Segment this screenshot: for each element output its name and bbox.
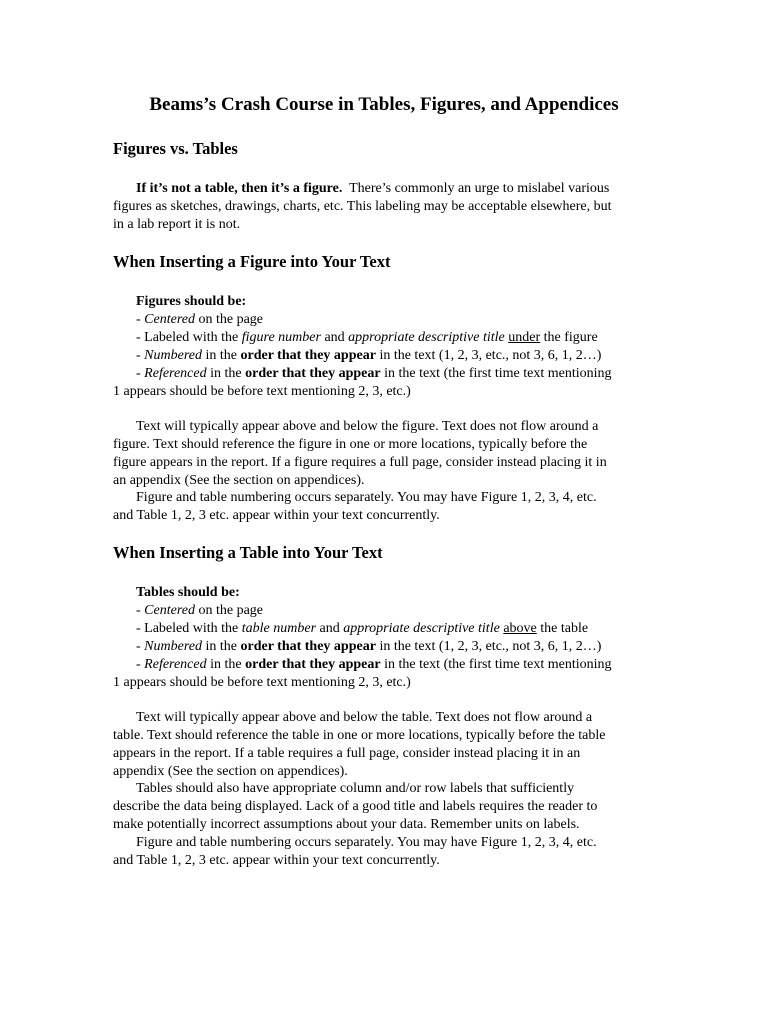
list-item <box>113 620 661 638</box>
text-line: figure. Text should reference the figure in one or more locations, typically before the <box>113 437 588 452</box>
emphasis: Referenced <box>144 366 207 381</box>
text-span: in the text (the first time text mentioning <box>380 366 612 381</box>
text-line: table. Text should reference the table in one or more locations, typically before the table <box>113 728 606 743</box>
list-heading <box>113 293 661 311</box>
list-heading <box>113 584 661 602</box>
bold-text: order that they appear <box>240 639 376 654</box>
section-heading-figures-vs-tables: Figures vs. Tables <box>113 139 238 158</box>
underlined-word: under <box>508 330 541 345</box>
emphasis: Referenced <box>144 657 207 672</box>
text-span: in the text (the first time text mentioning <box>380 657 612 672</box>
text-line: figures as sketches, drawings, charts, etc. This labeling may be acceptable elsewhere, but <box>113 199 612 214</box>
text-line: an appendix (See the section on appendices). <box>113 473 365 488</box>
figure-paragraph-1 <box>113 418 661 490</box>
emphasis: table number <box>241 621 317 636</box>
list-heading-text: Tables should be: <box>136 585 240 600</box>
text-span: the table <box>536 621 589 636</box>
text-span: in the <box>201 348 241 363</box>
text-span: - <box>136 603 145 618</box>
underlined-word: above <box>503 621 537 636</box>
text-span: in the text (1, 2, 3, etc., not 3, 6, 1, 2…) <box>375 348 602 363</box>
text-span: - <box>136 348 145 363</box>
text-span: on the page <box>194 312 264 327</box>
text-span: the figure <box>540 330 598 345</box>
table-paragraph-2 <box>113 780 661 834</box>
text-line: figure appears in the report. If a figure requires a full page, consider instead placing it in <box>113 455 607 470</box>
list-heading-text: Figures should be: <box>136 294 247 309</box>
figure-requirements-list <box>113 293 661 401</box>
list-item-continuation: 1 appears should be before text mentioning 2, 3, etc.) <box>113 384 411 399</box>
text-span: in the <box>206 366 246 381</box>
text-line: Figure and table numbering occurs separately. You may have Figure 1, 2, 3, 4, etc. <box>136 490 597 505</box>
document-title: Beams’s Crash Course in Tables, Figures, and Appendices <box>149 94 619 115</box>
text-line: Text will typically appear above and below the figure. Text does not flow around a <box>136 419 599 434</box>
emphasis: Centered <box>144 603 195 618</box>
text-span: in the <box>206 657 246 672</box>
paragraph-figures-vs-tables <box>113 180 661 234</box>
text-line: appendix (See the section on appendices). <box>113 764 348 779</box>
text-span: - <box>136 639 145 654</box>
list-item <box>113 638 661 656</box>
section-heading-inserting-figure: When Inserting a Figure into Your Text <box>113 252 391 271</box>
text-span: - <box>136 657 145 672</box>
bold-text: order that they appear <box>240 348 376 363</box>
text-span: and <box>316 621 344 636</box>
text-line: make potentially incorrect assumptions about your data. Remember units on labels. <box>113 817 580 832</box>
emphasis: appropriate descriptive title <box>343 621 500 636</box>
section-heading-inserting-table: When Inserting a Table into Your Text <box>113 543 383 562</box>
emphasis: appropriate descriptive title <box>348 330 505 345</box>
list-item <box>113 329 661 347</box>
text-line: describe the data being displayed. Lack of a good title and labels requires the reader to <box>113 799 598 814</box>
text-line: in a lab report it is not. <box>113 217 241 232</box>
text-span: - Labeled with the <box>136 330 242 345</box>
text-span: and <box>320 330 349 345</box>
bold-lead: If it’s not a table, then it’s a figure. <box>136 181 343 196</box>
list-item <box>113 347 661 365</box>
text-span: on the page <box>194 603 264 618</box>
text-span: in the <box>201 639 241 654</box>
list-item <box>113 365 661 383</box>
figure-paragraph-2 <box>113 489 661 525</box>
text-span: in the text (1, 2, 3, etc., not 3, 6, 1, 2…) <box>375 639 602 654</box>
list-item-continuation: 1 appears should be before text mentioning 2, 3, etc.) <box>113 675 411 690</box>
text-span: - <box>136 312 145 327</box>
text-line: and Table 1, 2, 3 etc. appear within your text concurrently. <box>113 508 440 523</box>
bold-text: order that they appear <box>245 657 381 672</box>
table-paragraph-3 <box>113 834 661 870</box>
text-line: Figure and table numbering occurs separately. You may have Figure 1, 2, 3, 4, etc. <box>136 835 597 850</box>
emphasis: Numbered <box>144 348 202 363</box>
text-line: appears in the report. If a table requires a full page, consider instead placing it in an <box>113 746 581 761</box>
emphasis: Numbered <box>144 639 202 654</box>
text-line: Tables should also have appropriate column and/or row labels that sufficiently <box>136 781 575 796</box>
text-span: - <box>136 366 145 381</box>
text-line: and Table 1, 2, 3 etc. appear within your text concurrently. <box>113 853 440 868</box>
text-line <box>113 180 661 198</box>
text-span: There’s commonly an urge to mislabel various <box>342 181 610 196</box>
table-paragraph-1 <box>113 709 661 781</box>
bold-text: order that they appear <box>245 366 381 381</box>
emphasis: Centered <box>144 312 195 327</box>
text-span: - Labeled with the <box>136 621 242 636</box>
list-item <box>113 656 661 674</box>
table-requirements-list <box>113 584 661 692</box>
list-item <box>113 602 661 620</box>
list-item <box>113 311 661 329</box>
text-line: Text will typically appear above and below the table. Text does not flow around a <box>136 710 593 725</box>
emphasis: figure number <box>241 330 321 345</box>
